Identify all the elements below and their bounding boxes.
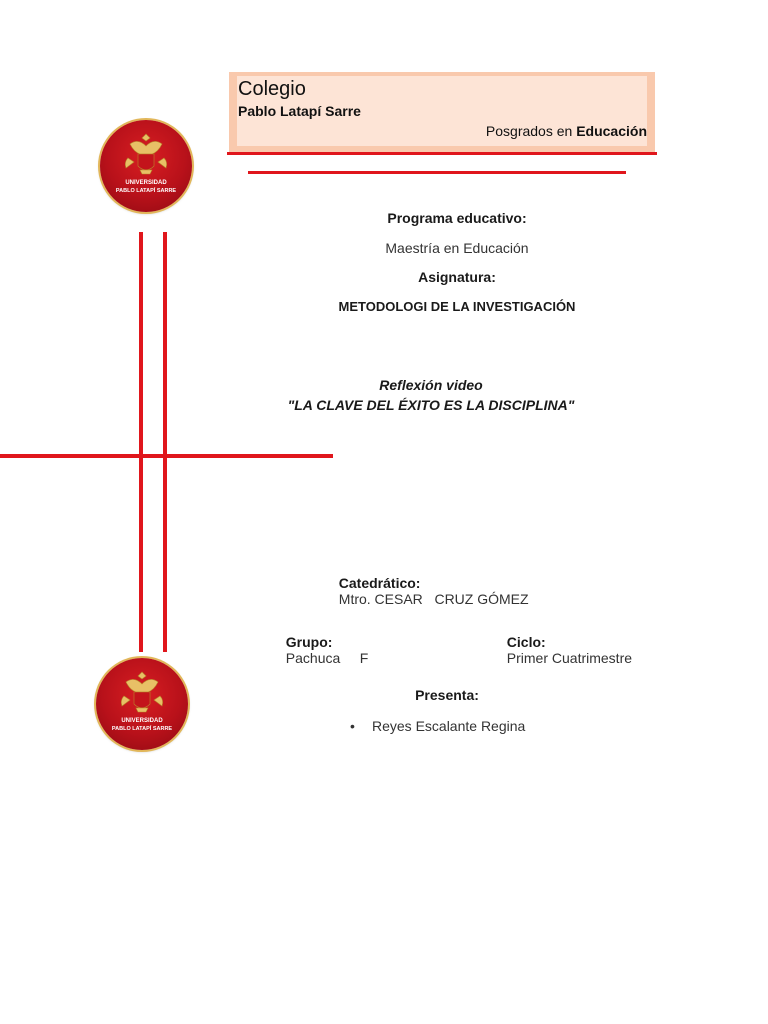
eagle-crest-icon xyxy=(96,658,188,750)
header-rule-bottom xyxy=(248,171,626,174)
seal-text-1: UNIVERSIDAD xyxy=(125,180,167,186)
postgrad-line xyxy=(486,123,647,139)
eagle-crest-icon xyxy=(100,120,192,212)
vertical-rule-left xyxy=(139,232,143,652)
program-label: Programa educativo: xyxy=(387,210,527,226)
subject-value: METODOLOGI DE LA INVESTIGACIÓN xyxy=(338,299,576,314)
header-inner xyxy=(237,76,647,146)
subject-label: Asignatura: xyxy=(418,269,496,285)
cross-rule xyxy=(0,454,333,458)
seal-text-1: UNIVERSIDAD xyxy=(121,718,163,724)
vertical-rule-right xyxy=(163,232,167,652)
group-value: Pachuca F xyxy=(285,650,369,666)
presenter-label: Presenta: xyxy=(415,687,479,703)
work-title: "LA CLAVE DEL ÉXITO ES LA DISCIPLINA" xyxy=(287,397,575,413)
teacher-label: Catedrático: xyxy=(338,575,421,591)
seal-text-2: PABLO LATAPÍ SARRE xyxy=(111,726,173,732)
group-line xyxy=(278,618,368,666)
university-seal-bottom xyxy=(96,658,188,750)
cycle-value: Primer Cuatrimestre xyxy=(506,650,633,666)
seal-text-2: PABLO LATAPÍ SARRE xyxy=(115,188,177,194)
work-type: Reflexión video xyxy=(379,377,483,393)
postgrad-prefix: Posgrados en xyxy=(485,123,573,139)
school-title: Colegio xyxy=(238,78,306,100)
cycle-label: Ciclo: xyxy=(506,634,546,650)
school-name: Pablo Latapí Sarre xyxy=(238,103,361,119)
header-box xyxy=(229,72,655,152)
university-seal-top xyxy=(100,120,192,212)
presenter-list xyxy=(372,718,525,734)
presenter-name: • Reyes Escalante Regina xyxy=(372,718,525,734)
group-label: Grupo: xyxy=(285,634,333,650)
program-value: Maestría en Educación xyxy=(385,240,529,256)
header-rule-top xyxy=(227,152,657,155)
postgrad-field: Educación xyxy=(576,123,647,139)
teacher-name: Mtro. CESAR CRUZ GÓMEZ xyxy=(338,591,529,607)
teacher-line xyxy=(331,559,529,607)
cycle-line xyxy=(499,618,632,666)
